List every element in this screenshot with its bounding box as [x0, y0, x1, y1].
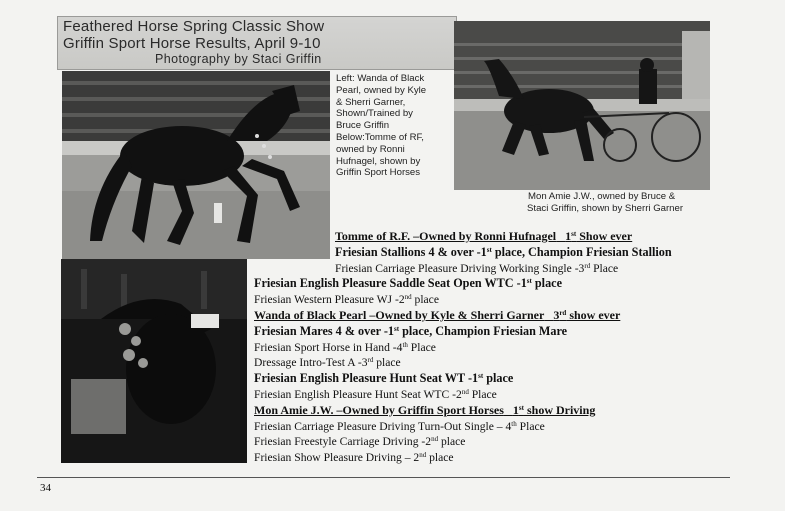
result-line: Dressage Intro-Test A -3rd place [254, 356, 401, 370]
caption-carriage-line1: Mon Amie J.W., owned by Bruce & [528, 191, 676, 202]
results-list [254, 229, 724, 466]
result-line: Friesian English Pleasure Hunt Seat WTC -2nd Place [254, 387, 497, 401]
photo-mon-amie-carriage [454, 21, 710, 190]
result-line: Friesian English Pleasure Saddle Seat Open WTC -1st place [254, 276, 562, 291]
header-band [57, 16, 457, 70]
result-heading-mon-amie: Mon Amie J.W. –Owned by Griffin Sport Horses 1st show Driving [254, 402, 596, 417]
caption-carriage-line2: Staci Griffin, shown by Sherri Garner [527, 203, 684, 214]
result-line: Friesian Show Pleasure Driving – 2nd place [254, 451, 454, 465]
page-number: 34 [40, 482, 51, 494]
results-subtitle: Griffin Sport Horse Results, April 9-10 [63, 35, 321, 52]
caption-left-photo: Left: Wanda of Black Pearl, owned by Kyle & Sherri Garner, Shown/Trained by Bruce Griffin Below:Tomme of RF, owned by Ronni Hufnagel, shown by Griffin Sport Horses [336, 73, 427, 179]
result-line: Friesian Stallions 4 & over -1st place, Champion Friesian Stallion [335, 244, 672, 259]
show-title: Feathered Horse Spring Classic Show [63, 18, 325, 35]
result-line: Friesian Western Pleasure WJ -2nd place [254, 293, 439, 307]
result-line: Friesian English Pleasure Hunt Seat WT -1st place [254, 371, 514, 386]
footer-divider [37, 477, 730, 478]
result-line: Friesian Mares 4 & over -1st place, Champion Friesian Mare [254, 323, 568, 338]
result-line: Friesian Sport Horse in Hand -4th Place [254, 340, 436, 354]
result-line: Friesian Carriage Pleasure Driving Working Single -3rd Place [335, 261, 619, 275]
result-heading-wanda: Wanda of Black Pearl –Owned by Kyle & Sherri Garner 3rd show ever [254, 307, 621, 322]
result-line: Friesian Freestyle Carriage Driving -2nd place [254, 435, 466, 449]
photo-credit: Photography by Staci Griffin [155, 52, 322, 66]
photo-tomme-ribbon [61, 259, 247, 463]
result-heading-tomme: Tomme of R.F. –Owned by Ronni Hufnagel 1st Show ever [335, 229, 633, 243]
result-line: Friesian Carriage Pleasure Driving Turn-Out Single – 4th Place [254, 419, 545, 433]
